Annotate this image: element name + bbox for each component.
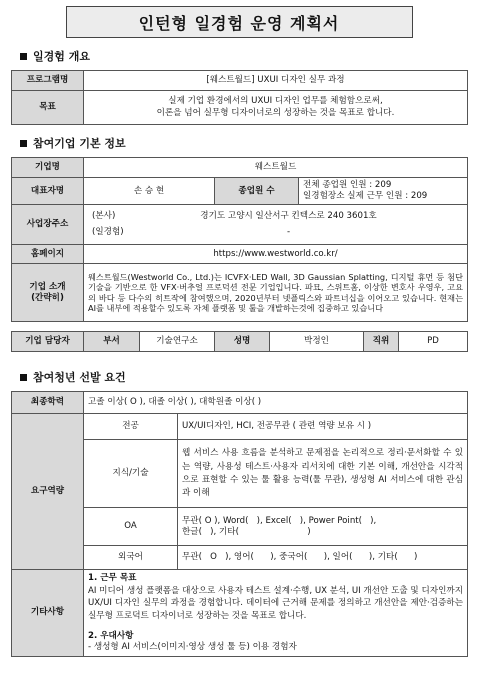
oa-value	[178, 508, 468, 546]
employee-count-value	[299, 178, 468, 205]
etc-heading: 1. 근무 목표	[88, 573, 137, 584]
language-label: 외국어	[84, 546, 178, 570]
company-name-label: 기업명	[12, 158, 84, 178]
homepage-label: 홈페이지	[12, 245, 84, 264]
section-heading-company	[20, 135, 478, 151]
ceo-value: 손 승 현	[84, 178, 215, 205]
oa-line: 한글( ), 기타( )	[182, 526, 311, 537]
section-heading-overview	[20, 48, 478, 64]
major-label: 전공	[84, 414, 178, 440]
program-value: [웨스트월드] UXUI 디자인 실무 과정	[84, 71, 468, 91]
address-main-value: 경기도 고양시 일산서구 킨텍스로 240 3601호	[200, 211, 377, 222]
ceo-label: 대표자명	[12, 178, 84, 205]
employee-site: 일경험장소 실제 근무 인원 : 209	[303, 191, 428, 202]
intro-label-line: 기업 소개	[29, 281, 66, 292]
education-value: 고졸 이상( O ), 대졸 이상( ), 대학원졸 이상( )	[84, 392, 468, 414]
oa-label: OA	[84, 508, 178, 546]
oa-line: 무관( O ), Word( ), Excel( ), Power Point( ),	[182, 515, 377, 526]
goal-line: 실제 기업 환경에서의 UXUI 디자인 업무를 체험함으로써,	[168, 96, 383, 107]
skills-label: 요구역량	[12, 414, 84, 570]
goal-value	[84, 91, 468, 125]
section-title: 참여기업 기본 정보	[33, 137, 126, 150]
etc-paragraph: AI 미디어 생성 플랫폼을 대상으로 사용자 테스트 설계·수행, UX 분석, UI 개선안 도출 및 디자인까지 UX/UI 디자인 실무의 과정을 경험합니다. 데이터에 근거해 문제를 정의하고 개선안을 제안·검증하는 실무형 프로덕트 디자이너로 성장하는 것을 목표로 합니다.	[88, 585, 463, 622]
section-heading-requirements	[20, 369, 478, 385]
position-label: 직위	[364, 332, 399, 352]
position-value: PD	[399, 332, 468, 352]
knowledge-value: 웹 서비스 사용 흐름을 분석하고 문제점을 논리적으로 정리·문서화할 수 있는 역량, 사용성 테스트·사용자 리서치에 대한 기본 이해, 개선안을 시각적으로 표현할 수 있는 툴 활용 능력(툴 무관), 생성형 AI 서비스에 대한 관심과 이해	[178, 440, 468, 508]
overview-table	[11, 70, 468, 125]
major-value: UX/UI디자인, HCI, 전공무관 ( 관련 역량 보유 시 )	[178, 414, 468, 440]
address-label: 사업장주소	[12, 205, 84, 245]
section-title: 참여청년 선발 요건	[33, 371, 126, 385]
homepage-link[interactable]: https://www.westworld.co.kr/	[84, 245, 468, 264]
address-site-tag: (일경험)	[92, 227, 124, 238]
education-label: 최종학력	[12, 392, 84, 414]
program-label: 프로그램명	[12, 71, 84, 91]
company-name-value: 웨스트월드	[84, 158, 468, 178]
etc-value	[84, 570, 468, 656]
address-site-value: -	[286, 227, 291, 238]
dept-label: 부서	[84, 332, 140, 352]
square-bullet-icon	[20, 374, 27, 381]
knowledge-label: 지식/기술	[84, 440, 178, 508]
etc-heading: 2. 우대사항	[88, 631, 134, 642]
dept-value: 기술연구소	[140, 332, 215, 352]
manager-table	[11, 331, 468, 352]
etc-label: 기타사항	[12, 570, 84, 656]
intro-text: 웨스트월드(Westworld Co., Ltd.)는 ICVFX·LED Wall, 3D Gaussian Splatting, 디지털 휴먼 등 첨단 기술을 기반으로 한 VFX·버추얼 프로덕션 전문 기업입니다. 파묘, 스위트홈, 이상한 변호사 우영우, 고요의 바다 등 다수의 히트작에 참여했으며, 2020년부터 넷플릭스와 파트너십을 이어오고 있습니다. 현재는 AI를 내부에 적용할수 있도록 자체 플랫폼 및 툴을 개발하는것에 집중하고 있습니다	[84, 264, 468, 322]
goal-label: 목표	[12, 91, 84, 125]
square-bullet-icon	[20, 53, 27, 60]
requirements-table	[11, 391, 468, 656]
goal-line: 이론을 넘어 실무형 디자이너로의 성장하는 것을 목표로 합니다.	[156, 107, 395, 118]
intro-label	[12, 264, 84, 322]
manager-label: 기업 담당자	[12, 332, 84, 352]
address-value	[84, 205, 468, 245]
etc-paragraph: - 생성형 AI 서비스(이미지·영상 생성 툴 등) 이용 경험자	[88, 642, 297, 653]
employee-count-label: 종업원 수	[215, 178, 299, 205]
company-table	[11, 157, 468, 322]
manager-name-value: 박정인	[270, 332, 364, 352]
address-main-tag: (본사)	[92, 211, 116, 222]
square-bullet-icon	[20, 140, 27, 147]
intro-label-line: (간략히)	[31, 292, 64, 303]
language-value: 무관( O ), 영어( ), 중국어( ), 일어( ), 기타( )	[178, 546, 468, 570]
section-title: 일경험 개요	[33, 50, 90, 63]
page-title: 인턴형 일경험 운영 계획서	[66, 6, 413, 38]
employee-total: 전체 종업원 인원 : 209	[303, 180, 392, 190]
manager-name-label: 성명	[215, 332, 270, 352]
